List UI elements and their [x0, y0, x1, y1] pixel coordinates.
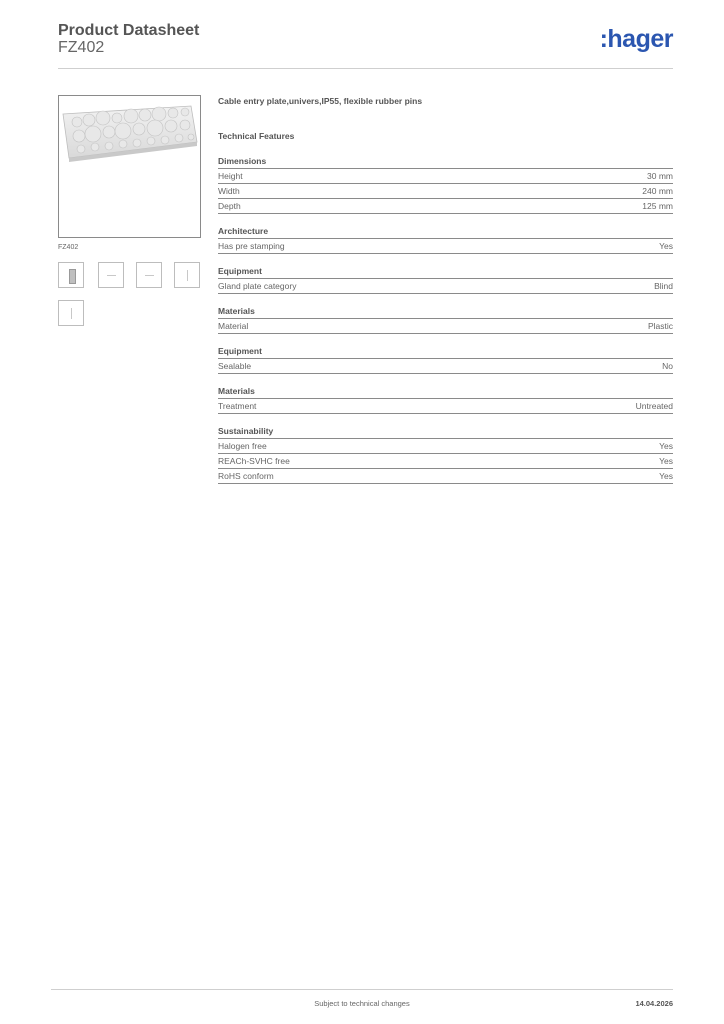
feature-label: Height — [218, 171, 243, 181]
feature-row — [218, 239, 673, 254]
section-title: Materials — [218, 386, 673, 399]
feature-label: Gland plate category — [218, 281, 297, 291]
page-title: Product Datasheet — [58, 22, 200, 39]
feature-value: Yes — [659, 471, 673, 481]
feature-row — [218, 399, 673, 414]
product-image — [58, 95, 201, 238]
logo-text: hager — [607, 25, 673, 53]
feature-value: Yes — [659, 456, 673, 466]
section-title: Equipment — [218, 266, 673, 279]
product-code: FZ402 — [58, 39, 105, 56]
feature-label: RoHS conform — [218, 471, 274, 481]
thumbnail-detail-view[interactable] — [58, 300, 84, 326]
feature-row — [218, 169, 673, 184]
technical-features-heading: Technical Features — [218, 131, 295, 141]
feature-section — [218, 346, 673, 374]
thumbnail-front-view[interactable] — [58, 262, 84, 288]
feature-label: Width — [218, 186, 240, 196]
feature-label: Sealable — [218, 361, 252, 371]
feature-value: Yes — [659, 441, 673, 451]
product-description: Cable entry plate,univers,IP55, flexible rubber pins — [218, 96, 423, 106]
feature-section — [218, 226, 673, 254]
feature-value: Yes — [659, 241, 673, 251]
feature-section — [218, 386, 673, 414]
cable-entry-plate-illustration — [59, 96, 200, 237]
feature-section — [218, 156, 673, 214]
feature-row — [218, 359, 673, 374]
feature-label: Halogen free — [218, 441, 267, 451]
feature-row — [218, 319, 673, 334]
section-title: Materials — [218, 306, 673, 319]
feature-label: Treatment — [218, 401, 257, 411]
feature-row — [218, 439, 673, 454]
section-title: Architecture — [218, 226, 673, 239]
feature-label: REACh-SVHC free — [218, 456, 290, 466]
feature-row — [218, 469, 673, 484]
feature-label: Has pre stamping — [218, 241, 285, 251]
section-title: Dimensions — [218, 156, 673, 169]
feature-value: 125 mm — [642, 201, 673, 211]
feature-value: Untreated — [635, 401, 673, 411]
feature-section — [218, 426, 673, 484]
image-caption: FZ402 — [58, 244, 79, 251]
feature-value: 30 mm — [647, 171, 673, 181]
logo-dots-icon: : — [599, 25, 608, 53]
feature-row — [218, 454, 673, 469]
feature-value: Plastic — [647, 321, 673, 331]
feature-sections — [218, 156, 673, 484]
section-title: Sustainability — [218, 426, 673, 439]
feature-row — [218, 199, 673, 214]
feature-row — [218, 279, 673, 294]
feature-value: Blind — [654, 281, 673, 291]
footer-date: 14.04.2026 — [635, 999, 673, 1008]
technical-data — [218, 96, 673, 496]
section-title: Equipment — [218, 346, 673, 359]
feature-label: Material — [218, 321, 249, 331]
thumbnail-end-view[interactable] — [174, 262, 200, 288]
feature-section — [218, 306, 673, 334]
feature-value: No — [662, 361, 673, 371]
feature-section — [218, 266, 673, 294]
thumbnail-side-view[interactable] — [98, 262, 124, 288]
thumbnail-top-view[interactable] — [136, 262, 162, 288]
feature-row — [218, 184, 673, 199]
feature-label: Depth — [218, 201, 241, 211]
hager-logo — [600, 27, 673, 52]
feature-value: 240 mm — [642, 186, 673, 196]
footer-divider — [51, 989, 673, 990]
header-divider — [58, 68, 673, 69]
footer-note: Subject to technical changes — [314, 999, 410, 1008]
